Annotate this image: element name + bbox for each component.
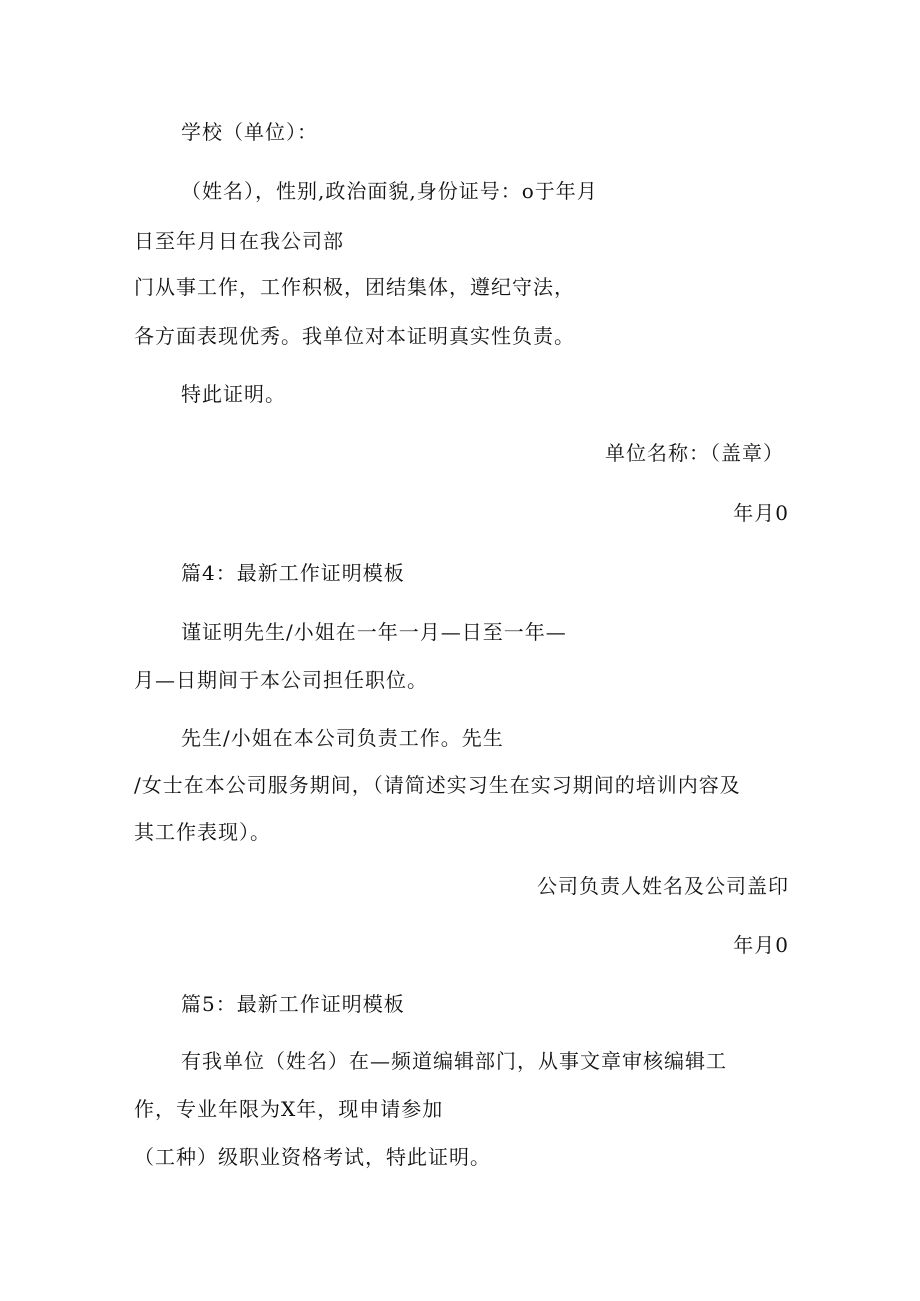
paragraph-line: （工种）级职业资格考试，特此证明。 [134, 1145, 491, 1169]
paragraph-line: 其工作表现）。 [134, 820, 271, 844]
paragraph-line: 先生/小姐在本公司负责工作。先生 [181, 726, 504, 750]
section-heading: 篇5：最新工作证明模板 [181, 992, 405, 1016]
section-heading: 篇4：最新工作证明模板 [181, 561, 405, 585]
paragraph-line: /女士在本公司服务期间，（请简述实习生在实习期间的培训内容及 [134, 773, 741, 797]
signature-line: 单位名称：（盖章） [605, 441, 784, 465]
signature-line: 公司负责人姓名及公司盖印 [537, 874, 789, 898]
paragraph-line: 作，专业年限为X年，现申请参加 [134, 1097, 444, 1121]
date-line: 年月0 [733, 933, 789, 957]
paragraph-line: 有我单位（姓名）在—频道编辑部门，从事文章审核编辑工 [181, 1049, 727, 1073]
paragraph-line: 月—日期间于本公司担任职位。 [134, 668, 428, 692]
paragraph-line: 日至年月日在我公司部 [134, 229, 344, 253]
paragraph-line: 门从事工作，工作积极，团结集体，遵纪守法， [134, 275, 575, 299]
paragraph-line: 各方面表现优秀。我单位对本证明真实性负责。 [134, 324, 575, 348]
closing-line: 特此证明。 [181, 382, 286, 406]
date-line: 年月0 [733, 501, 789, 525]
addressee-line: 学校（单位）： [181, 120, 318, 144]
paragraph-line: 谨证明先生/小姐在一年一月—日至一年— [181, 620, 567, 644]
paragraph-line: （姓名），性别,政治面貌,身份证号：o于年月 [181, 179, 598, 203]
